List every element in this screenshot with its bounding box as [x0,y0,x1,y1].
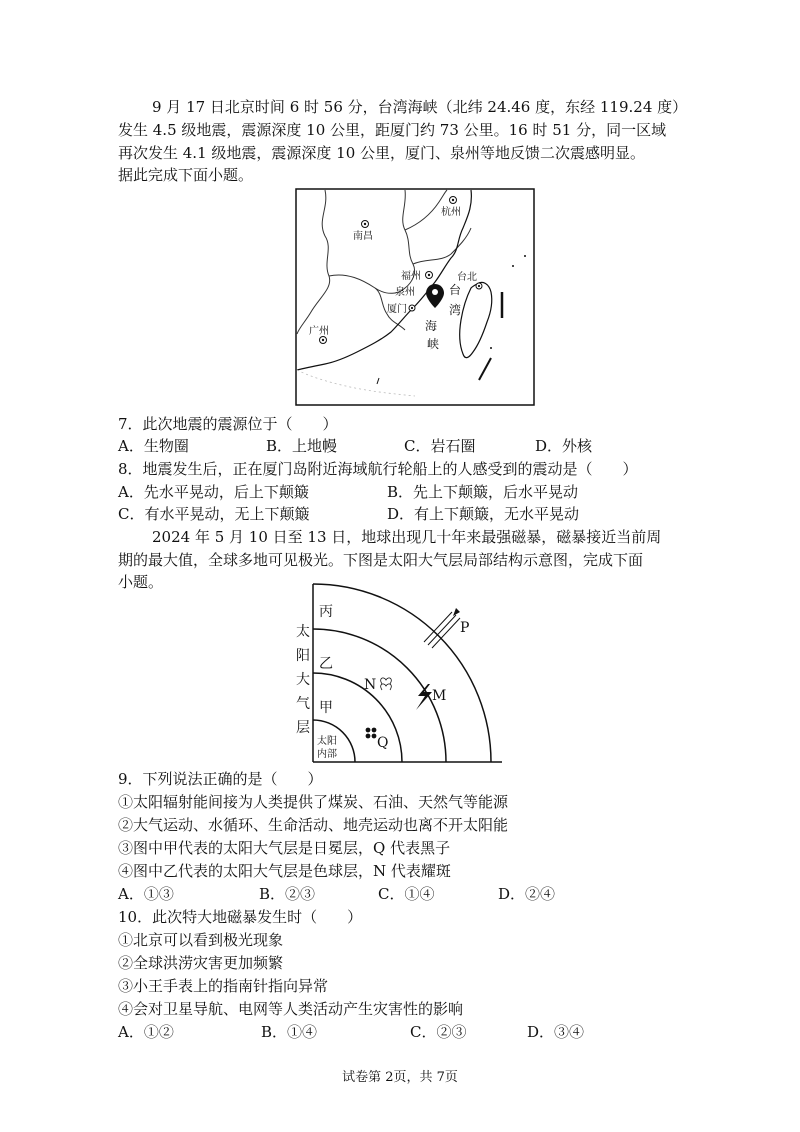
q9-statement-1: ①太阳辐射能间接为人类提供了煤炭、石油、天然气等能源 [118,793,509,811]
q9-stem: 9．下列说法正确的是（ ） [118,770,323,788]
city-marker-hangzhou [450,197,457,204]
q10-stem: 10．此次特大地磁暴发生时（ ） [118,908,363,926]
q7-option-c[interactable]: C．岩石圈 [404,437,476,455]
q10-option-a[interactable]: A．①② [118,1023,174,1041]
side-label-char-4: 气 [296,696,310,712]
taiwan-strait-map [295,188,535,406]
q9-statement-4: ④图中乙代表的太阳大气层是色球层，N 代表耀斑 [118,862,451,880]
city-label-quanzhou: 泉州 [395,287,415,298]
q7-option-d[interactable]: D．外核 [535,437,593,455]
intro2-line-1: 2024 年 5 月 10 日至 13 日，地球出现几十年来最强磁暴，磁暴接近当前周 [152,528,662,546]
city-label-fuzhou: 福州 [401,271,421,282]
q10-statement-1: ①北京可以看到极光现象 [118,931,284,949]
q8-stem: 8．地震发生后，正在厦门岛附近海域航行轮船上的人感受到的震动是（ ） [118,460,638,478]
interior-label-line-2: 内部 [317,749,337,760]
strait-label-hai: 海 [425,319,438,333]
n-prominence-icon [381,678,392,690]
city-marker-nanchang [362,221,369,228]
q9-option-d[interactable]: D．②④ [498,885,556,903]
intro1-line-1: 9 月 17 日北京时间 6 时 56 分，台湾海峡（北纬 24.46 度，东经 119.24 度） [152,98,688,116]
layer-label-jia: 甲 [319,700,333,716]
q8-option-d[interactable]: D．有上下颠簸，无水平晃动 [387,505,580,523]
q10-option-c[interactable]: C．②③ [410,1023,467,1041]
q10-statement-4: ④会对卫星导航、电网等人类活动产生灾害性的影响 [118,1000,464,1018]
layer-label-bing: 丙 [319,604,333,620]
interior-label-line-1: 太阳 [317,736,337,747]
intro1-line-4: 据此完成下面小题。 [118,166,254,184]
city-marker-guangzhou [320,337,327,344]
city-marker-xiamen [409,305,415,311]
q7-option-b[interactable]: B．上地幔 [266,437,338,455]
q-sunspots-icon [366,728,377,739]
marker-label-m: M [432,688,447,704]
side-label-char-5: 层 [296,720,310,736]
marker-label-n: N [364,677,377,693]
intro2-line-3: 小题。 [118,573,164,591]
q7-stem: 7．此次地震的震源位于（ ） [118,415,338,433]
marker-label-q: Q [377,735,389,751]
city-label-taibei: 台北 [457,272,477,283]
q9-option-a[interactable]: A．①③ [118,885,174,903]
city-marker-fuzhou [426,272,433,279]
city-label-guangzhou: 广州 [309,326,329,337]
intro1-line-2: 发生 4.5 级地震，震源深度 10 公里，距厦门约 73 公里。16 时 51 分，同一区域 [118,121,667,139]
marker-label-p: P [460,620,470,636]
q9-option-b[interactable]: B．②③ [259,885,316,903]
intro2-line-2: 期的最大值，全球多地可见极光。下图是太阳大气层局部结构示意图，完成下面 [118,551,644,569]
city-marker-taibei [476,283,482,289]
side-label-char-3: 大 [296,672,310,688]
q9-statement-3: ③图中甲代表的太阳大气层是日冕层，Q 代表黑子 [118,839,451,857]
strait-label-wan: 湾 [449,303,462,317]
strait-label-tai: 台 [449,283,462,297]
strait-label-xia: 峡 [427,337,440,351]
city-label-hangzhou: 杭州 [441,207,461,218]
outer-layer-arc [313,584,491,762]
page-footer: 试卷第 2页，共 7页 [342,1070,458,1085]
side-label-char-1: 太 [296,624,310,640]
q9-option-c[interactable]: C．①④ [378,885,435,903]
q10-option-b[interactable]: B．①④ [261,1023,318,1041]
layer-label-yi: 乙 [319,656,333,672]
q7-option-a[interactable]: A．生物圈 [118,437,189,455]
intro1-line-3: 再次发生 4.1 级地震，震源深度 10 公里，厦门、泉州等地反馈二次震感明显。 [118,144,646,162]
q8-option-b[interactable]: B．先上下颠簸，后水平晃动 [387,483,579,501]
q10-option-d[interactable]: D．③④ [527,1023,585,1041]
city-label-xiamen: 厦门 [387,304,407,315]
q10-statement-2: ②全球洪涝灾害更加频繁 [118,954,284,972]
q9-statement-2: ②大气运动、水循环、生命活动、地壳运动也离不开太阳能 [118,816,509,834]
q8-option-c[interactable]: C．有水平晃动，无上下颠簸 [118,505,310,523]
city-label-nanchang: 南昌 [353,231,373,242]
q10-statement-3: ③小王手表上的指南针指向异常 [118,977,329,995]
q8-option-a[interactable]: A．先水平晃动，后上下颠簸 [118,483,309,501]
side-label-char-2: 阳 [296,648,310,664]
solar-atmosphere-diagram [290,580,505,766]
